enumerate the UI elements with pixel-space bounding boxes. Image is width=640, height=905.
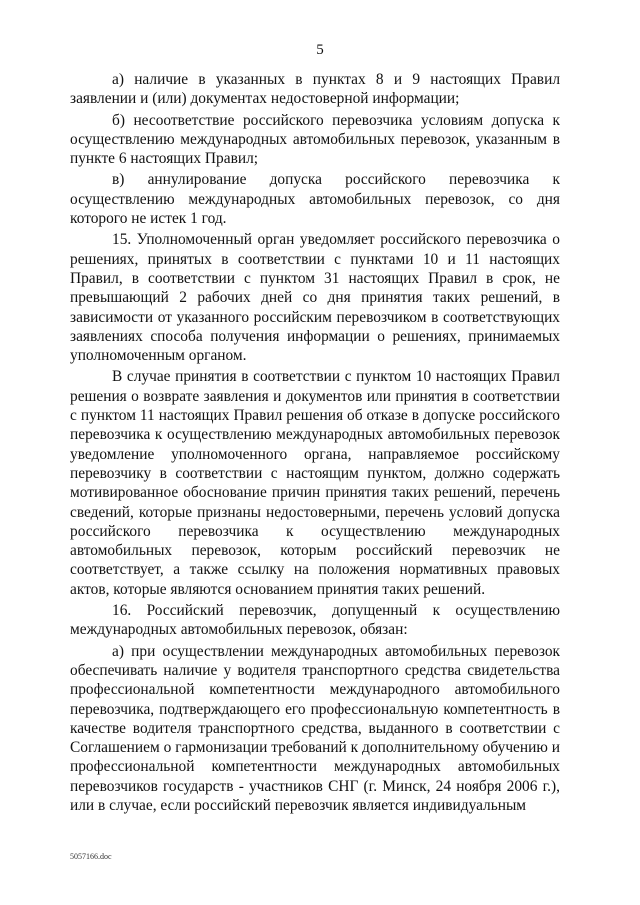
paragraph-16a-certificate: а) при осуществлении международных автомобильных перевозок обеспечивать наличие у водителя транспортного средства свидетельства профессиональной компетентности международного автомобильного перевозчика, подтверждающего его профессиональную компетентность в качестве водителя транспортного средства, выданного в соответствии с Соглашением о гармонизации требований к дополнительному обучению и профессиональной компетентности международных автомобильных перевозчиков государств - участников СНГ (г. Минск, 24 ноября 2006 г.), или в случае, если российский перевозчик является индивидуальным	[70, 642, 560, 814]
paragraph-b-noncompliance: б) несоответствие российского перевозчика условиям допуска к осуществлению международных автомобильных перевозок, указанным в пункте 6 настоящих Правил;	[70, 111, 560, 168]
paragraph-15-notification: 15. Уполномоченный орган уведомляет российского перевозчика о решениях, принятых в соответствии с пунктами 10 и 11 настоящих Правил, в соответствии с пунктом 31 настоящих Правил в срок, не превышающий 2 рабочих дней со дня принятия таких решений, в зависимости от указанного российским перевозчиком в соответствующих заявлениях способа получения информации о решениях, принимаемых уполномоченным органом.	[70, 231, 560, 365]
paragraph-refusal-notice: В случае принятия в соответствии с пунктом 10 настоящих Правил решения о возврате заявления и документов или принятия в соответствии с пунктом 11 настоящих Правил решения об отказе в допуске российского перевозчика к осуществлению международных автомобильных перевозок уведомление уполномоченного органа, направляемое российскому перевозчику в соответствии с настоящим пунктом, должно содержать мотивированное обоснование причин принятия таких решений, перечень сведений, которые признаны недостоверными, перечень условий допуска российского перевозчика к осуществлению международных автомобильных перевозок, которым российский перевозчик не соответствует, а также ссылку на положения нормативных правовых актов, которые являются основанием принятия таких решений.	[70, 368, 560, 598]
footer-document-code: 5057166.doc	[70, 852, 112, 861]
paragraph-a-false-info: а) наличие в указанных в пунктах 8 и 9 настоящих Правил заявлении и (или) документах недостоверной информации;	[70, 71, 560, 108]
paragraph-c-annulment: в) аннулирование допуска российского перевозчика к осуществлению международных автомобильных перевозок, со дня которого не истек 1 год.	[70, 171, 560, 228]
document-body	[70, 70, 560, 815]
paragraph-16-obligations: 16. Российский перевозчик, допущенный к осуществлению международных автомобильных перевозок, обязан:	[70, 602, 560, 639]
page-number: 5	[316, 42, 324, 58]
